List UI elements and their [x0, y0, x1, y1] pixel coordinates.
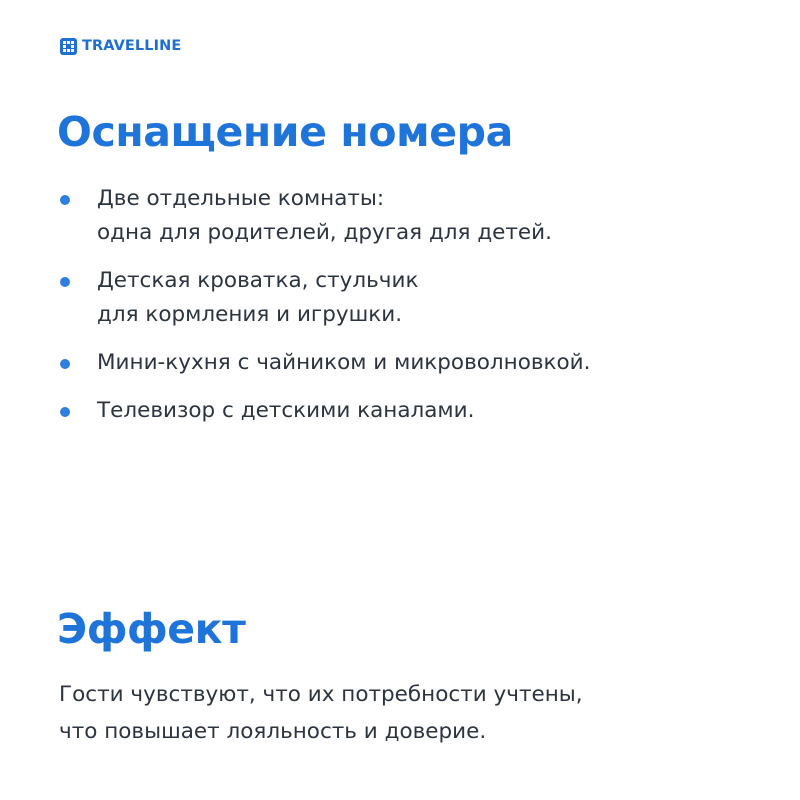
list-item-text: для кормления и игрушки.	[97, 302, 403, 327]
bullet-icon	[60, 195, 70, 205]
brand-logo-icon	[60, 38, 77, 55]
bullet-icon	[60, 407, 70, 417]
brand-logo	[60, 37, 181, 55]
list-item-text: Две отдельные комнаты:	[97, 186, 385, 211]
list-item	[58, 346, 590, 380]
list-item-text: Мини-кухня с чайником и микроволновкой.	[97, 350, 591, 375]
effect-paragraph	[59, 676, 583, 750]
list-item-text: одна для родителей, другая для детей.	[97, 220, 552, 245]
bullet-icon	[60, 277, 70, 287]
equipment-list	[58, 182, 590, 442]
list-item	[58, 182, 590, 250]
brand-name: TRAVELLINE	[82, 38, 182, 54]
effect-text: что повышает лояльность и доверие.	[59, 719, 487, 744]
section-title-effect: Эффект	[57, 605, 246, 653]
list-item-text: Телевизор с детскими каналами.	[97, 398, 475, 423]
list-item	[58, 394, 590, 428]
bullet-icon	[60, 359, 70, 369]
list-item	[58, 264, 590, 332]
effect-text: Гости чувствуют, что их потребности учтены,	[59, 682, 583, 707]
list-item-text: Детская кроватка, стульчик	[97, 268, 419, 293]
section-title-equipment: Оснащение номера	[57, 108, 513, 156]
